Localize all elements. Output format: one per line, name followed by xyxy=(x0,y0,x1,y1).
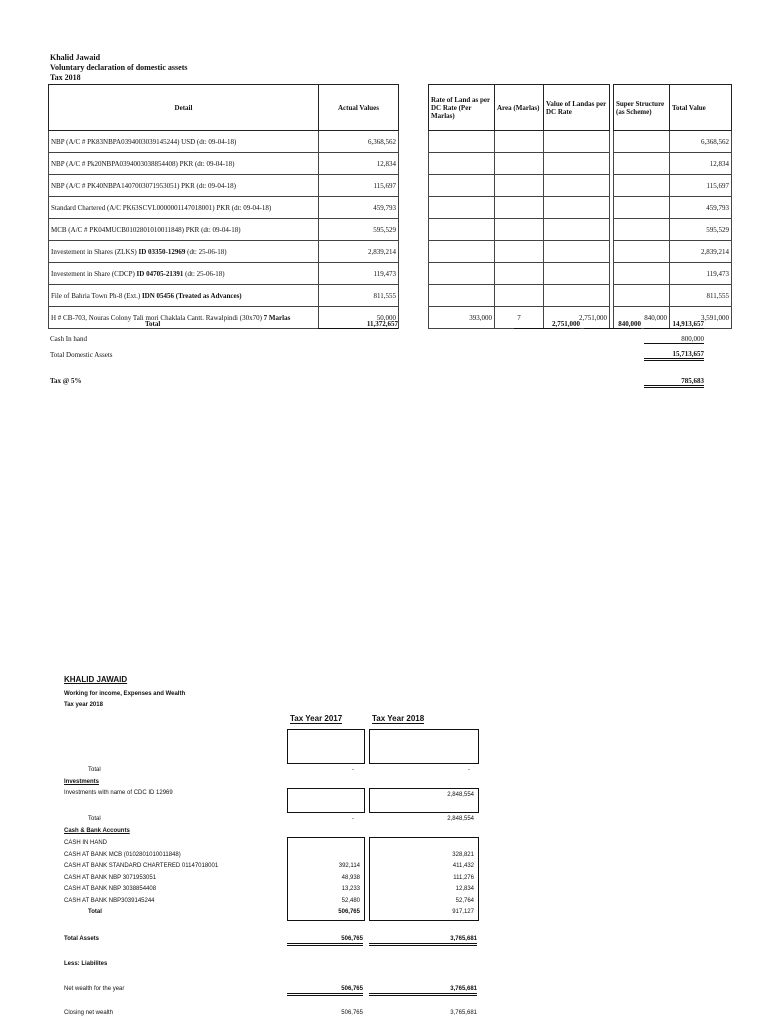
asset-row xyxy=(49,197,732,219)
cash-in-hand-label: Cash In hand xyxy=(50,335,87,343)
asset-land-value xyxy=(544,263,610,285)
asset-detail xyxy=(49,197,319,219)
sheet1-subtitle: Voluntary declaration of domestic assets xyxy=(50,63,188,72)
asset-row xyxy=(49,241,732,263)
asset-detail-part: (dt: 25-06-18) xyxy=(183,269,225,278)
asset-detail-part: Investement in Share (CDCP) xyxy=(51,269,137,278)
bank-account-label: CASH AT BANK NBP 3071953051 xyxy=(64,874,157,881)
asset-total-value: 115,697 xyxy=(670,175,732,197)
col-super-structure: Super Structure (as Scheme) xyxy=(614,85,670,131)
investments-total-2018: 2,848,554 xyxy=(447,816,474,822)
asset-total-value: 6,368,562 xyxy=(670,131,732,153)
cash-bank-heading: Cash & Bank Accounts xyxy=(64,828,130,834)
bank-account-2017: 13,233 xyxy=(341,886,360,892)
asset-detail-part: (dt: 25-06-18) xyxy=(185,247,227,256)
sheet2-name: KHALID JAWAID xyxy=(64,675,128,684)
total-label-2: Total xyxy=(88,816,101,822)
asset-rate xyxy=(429,131,495,153)
asset-rate xyxy=(429,197,495,219)
asset-detail-part: IDN 05456 (Treated as Advances) xyxy=(141,291,242,300)
total-assets-2018: 3,765,681 xyxy=(369,935,477,946)
asset-rate xyxy=(429,285,495,307)
asset-land-value xyxy=(544,197,610,219)
closing-net-wealth-label: Closing net wealth xyxy=(64,1010,114,1016)
asset-row xyxy=(49,219,732,241)
asset-detail xyxy=(49,219,319,241)
asset-super-structure xyxy=(614,219,670,241)
asset-super-structure: 840,000 xyxy=(614,307,670,329)
asset-detail-part: H # CB-703, Nouras Colony Tali mori Chaklala Cantt. Rawalpindi (30x70) xyxy=(51,313,264,322)
asset-rate xyxy=(429,241,495,263)
liabilities-label: Less: Liabilites xyxy=(64,961,108,967)
total-2017-1: - xyxy=(352,767,354,773)
asset-land-value xyxy=(544,175,610,197)
asset-area xyxy=(495,219,544,241)
asset-detail xyxy=(49,153,319,175)
assets-table-header xyxy=(49,85,732,131)
asset-rate xyxy=(429,219,495,241)
investments-total-2017: - xyxy=(352,816,354,822)
asset-rate: 393,000 xyxy=(429,307,495,329)
asset-land-value xyxy=(544,153,610,175)
asset-detail-text: Standard Chartered (A/C PK63SCVL0000001147018001) PKR (dt: 09-04-18) xyxy=(51,203,272,212)
asset-total-value: 119,473 xyxy=(670,263,732,285)
bank-total-2017: 506,765 xyxy=(338,909,360,915)
asset-actual-value: 119,473 xyxy=(319,263,399,285)
asset-area xyxy=(495,197,544,219)
total-domestic-assets-label: Total Domestic Assets xyxy=(50,351,113,359)
col-actual-values: Actual Values xyxy=(319,85,399,131)
asset-total-value: 811,555 xyxy=(670,285,732,307)
asset-total-value: 3,591,000 xyxy=(670,307,732,329)
asset-row xyxy=(49,175,732,197)
asset-super-structure xyxy=(614,175,670,197)
asset-actual-value: 115,697 xyxy=(319,175,399,197)
bank-account-label: CASH AT BANK STANDARD CHARTERED 01147018001 xyxy=(64,863,219,869)
bank-account-2017: 52,480 xyxy=(341,897,360,904)
asset-super-structure xyxy=(614,131,670,153)
total-2018-1: - xyxy=(468,767,470,773)
sheet2-tax-year: Tax year 2018 xyxy=(64,702,103,708)
bank-account-2017: 48,938 xyxy=(341,874,360,881)
asset-detail xyxy=(49,263,319,285)
asset-row xyxy=(49,263,732,285)
asset-actual-value: 12,834 xyxy=(319,153,399,175)
assets-table xyxy=(48,84,732,329)
asset-total-value: 595,529 xyxy=(670,219,732,241)
bank-account-2018: 12,834 xyxy=(455,886,474,892)
sheet1-name: Khalid Jawaid xyxy=(50,53,101,62)
tax-label: Tax @ 5% xyxy=(50,377,82,385)
asset-total-value: 459,793 xyxy=(670,197,732,219)
asset-rate xyxy=(429,153,495,175)
bank-account-label: CASH AT BANK MCB (0102801010011848) xyxy=(64,851,181,858)
asset-rate xyxy=(429,263,495,285)
col-total-value: Total Value xyxy=(670,85,732,131)
asset-actual-value: 50,000 xyxy=(319,307,399,329)
asset-land-value: 2,751,000 xyxy=(544,307,610,329)
bank-account-2018: 411,432 xyxy=(452,863,474,869)
asset-detail-part: ID 03350-12969 xyxy=(138,247,186,256)
asset-total-value: 2,839,214 xyxy=(670,241,732,263)
col-tax-year-2018: Tax Year 2018 xyxy=(372,714,425,723)
box-2017-2 xyxy=(287,788,365,813)
col-area: Area (Marlas) xyxy=(495,85,544,131)
asset-actual-value: 459,793 xyxy=(319,197,399,219)
asset-detail xyxy=(49,241,319,263)
sheet2-subtitle: Working for income, Expenses and Wealth xyxy=(64,691,186,697)
bank-account-label: CASH AT BANK NBP 3038854408 xyxy=(64,886,157,892)
asset-super-structure xyxy=(614,263,670,285)
asset-detail-text: MCB (A/C # PK04MUCB0102801010011848) PKR (dt: 09-04-18) xyxy=(51,225,241,234)
asset-super-structure xyxy=(614,153,670,175)
asset-detail-part: 7 Marlas xyxy=(263,313,291,322)
cdc-investment-2018: 2,848,554 xyxy=(447,792,474,798)
asset-area xyxy=(495,241,544,263)
box-2017-1 xyxy=(287,729,365,764)
asset-actual-value: 811,555 xyxy=(319,285,399,307)
asset-area: 7 xyxy=(495,307,544,329)
asset-area xyxy=(495,263,544,285)
asset-land-value xyxy=(544,131,610,153)
asset-land-value xyxy=(544,285,610,307)
asset-super-structure xyxy=(614,197,670,219)
asset-actual-value: 6,368,562 xyxy=(319,131,399,153)
asset-detail xyxy=(49,285,319,307)
total-label-1: Total xyxy=(88,767,101,773)
asset-total-value: 12,834 xyxy=(670,153,732,175)
investments-heading: Investments xyxy=(64,779,100,785)
asset-detail-text: NBP (A/C # Pk20NBPA0394003038854408) PKR (dt: 09-04-18) xyxy=(51,159,235,168)
net-wealth-2018: 3,765,681 xyxy=(369,985,477,996)
bank-total-2018: 917,127 xyxy=(452,909,474,915)
asset-actual-value: 2,839,214 xyxy=(319,241,399,263)
asset-detail-text: NBP (A/C # PK40NBPA1407003071953051) PKR (dt: 09-04-18) xyxy=(51,181,236,190)
total-label-3: Total xyxy=(88,909,102,915)
asset-area xyxy=(495,153,544,175)
asset-detail-part: Investement in Shares (ZLKS) xyxy=(51,247,139,256)
bank-account-label: CASH IN HAND xyxy=(64,840,108,846)
asset-detail xyxy=(49,131,319,153)
asset-land-value xyxy=(544,219,610,241)
asset-area xyxy=(495,131,544,153)
asset-detail xyxy=(49,175,319,197)
asset-detail xyxy=(49,307,319,329)
asset-row xyxy=(49,153,732,175)
col-rate-of-land: Rate of Land as per DC Rate (Per Marlas) xyxy=(429,85,495,131)
net-wealth-2017: 506,765 xyxy=(287,985,363,996)
asset-actual-value: 595,529 xyxy=(319,219,399,241)
asset-area xyxy=(495,285,544,307)
bank-account-2018: 52,764 xyxy=(455,897,474,904)
asset-row xyxy=(49,285,732,307)
total-assets-label: Total Assets xyxy=(64,936,100,942)
total-assets-2017: 506,765 xyxy=(287,935,363,946)
closing-net-wealth-2018: 3,765,681 xyxy=(450,1010,477,1016)
net-wealth-label: Net wealth for the year xyxy=(64,986,125,992)
bank-account-2017: 392,114 xyxy=(338,863,360,869)
total-label: Total xyxy=(145,320,161,328)
total-domestic-assets-value: 15,713,657 xyxy=(644,350,704,361)
cdc-investment-label: Investments with name of CDC ID 12969 xyxy=(64,790,173,796)
total-land: 2,751,000 xyxy=(514,320,580,329)
col-tax-year-2017: Tax Year 2017 xyxy=(290,714,343,723)
bank-account-2018: 111,276 xyxy=(453,874,474,881)
asset-land-value xyxy=(544,241,610,263)
box-2018-1 xyxy=(369,729,479,764)
asset-area xyxy=(495,175,544,197)
asset-detail-part: File of Bahria Town Ph-8 (Ext.) xyxy=(51,291,142,300)
bank-account-label: CASH AT BANK NBP3039145244 xyxy=(64,897,155,904)
asset-rate xyxy=(429,175,495,197)
asset-row xyxy=(49,131,732,153)
cash-in-hand-value: 800,000 xyxy=(644,335,704,344)
closing-net-wealth-2017: 506,765 xyxy=(341,1010,363,1016)
sheet1-tax-year: Tax 2018 xyxy=(50,73,81,82)
asset-detail-text: NBP (A/C # PK83NBPA0394003039145244) USD (dt: 09-04-18) xyxy=(51,137,237,146)
asset-super-structure xyxy=(614,241,670,263)
asset-super-structure xyxy=(614,285,670,307)
col-detail: Detail xyxy=(49,85,319,131)
total-actual: 11,372,657 xyxy=(318,320,398,329)
total-value: 14,913,657 xyxy=(644,320,704,329)
col-value-of-land: Value of Landas per DC Rate xyxy=(544,85,610,131)
bank-account-2018: 328,821 xyxy=(452,851,474,858)
total-super: 840,000 xyxy=(584,320,641,329)
tax-value: 785,683 xyxy=(644,377,704,388)
asset-detail-part: ID 04705-21391 xyxy=(136,269,184,278)
